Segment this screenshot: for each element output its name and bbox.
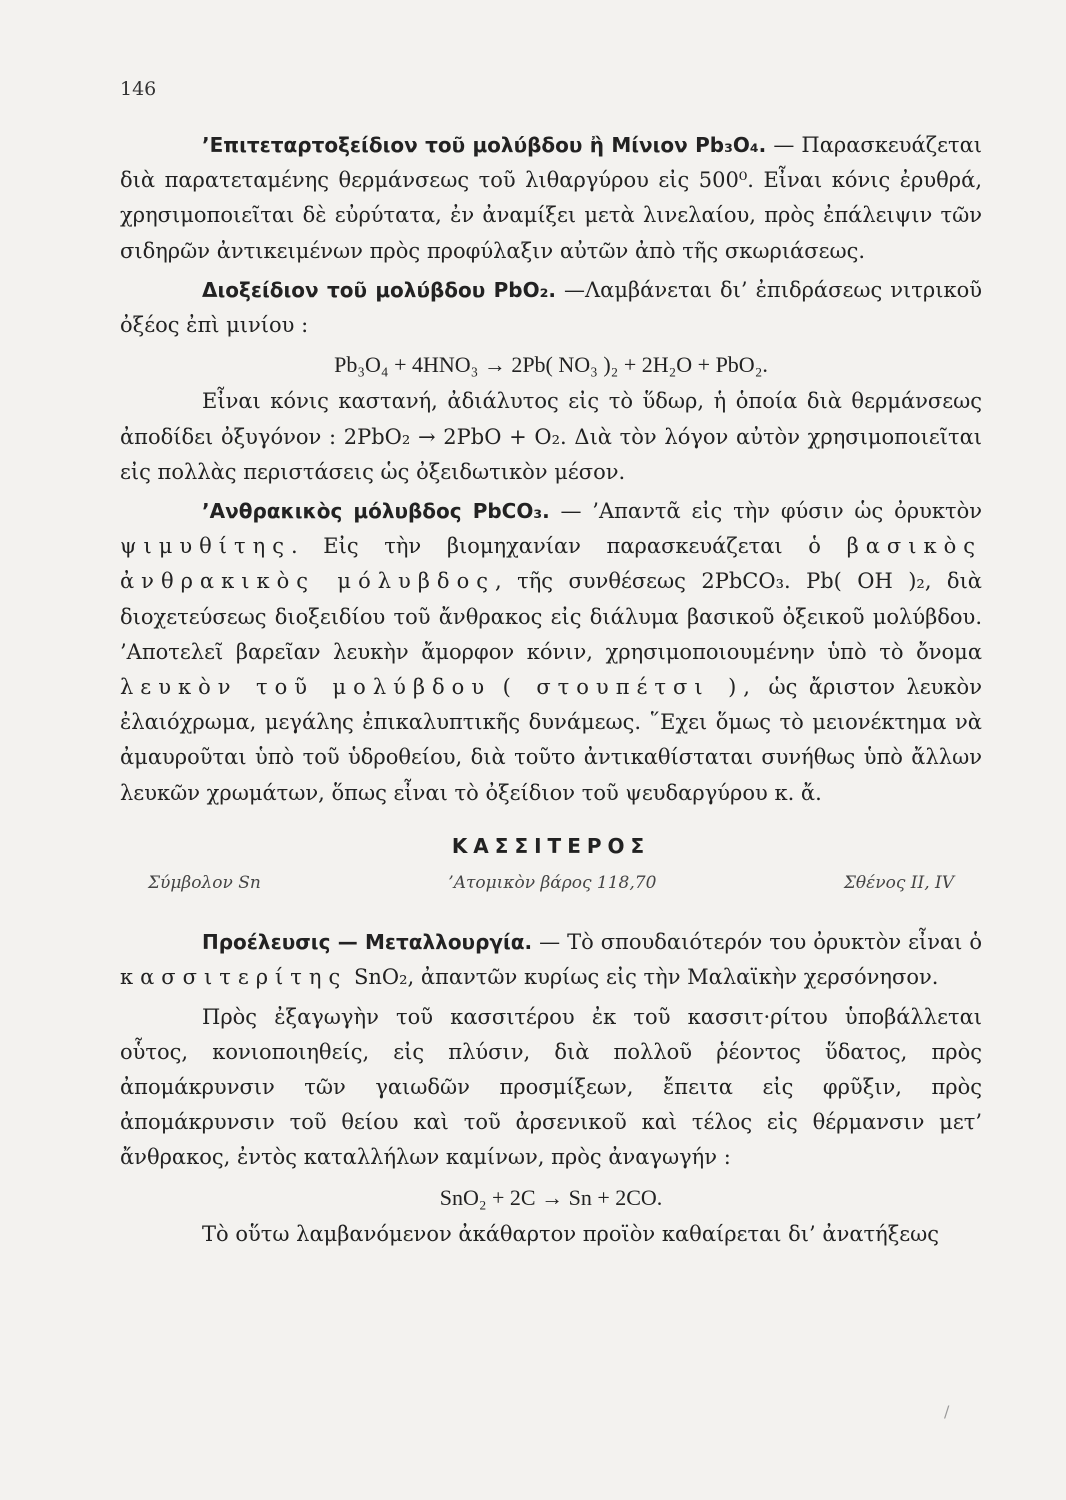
paragraph-origin xyxy=(120,925,982,995)
tin-symbol: Σύμβολον Sn xyxy=(148,873,261,894)
equation-tin-reduction: SnO₂ + 2C → Sn + 2CO. xyxy=(439,1184,663,1210)
basic-lead-carbonate-name: βασικὸς ἀνθρακικὸς μόλυβδος xyxy=(120,534,982,594)
dioxide-properties-text: Εἶναι κόνις καστανή, ἀδιάλυτος εἰς τὸ ὕδωρ, ἡ ὁποία διὰ θερμάνσεως ἀποδίδει ὀξυγόνον : 2PbO₂ → 2PbO + O₂. Διὰ τὸν λόγον αὐτὸν χρησιμοποιεῖται εἰς πολλὰς περιστάσεις ὡς ὀξειδωτικὸν μέσον. xyxy=(120,389,982,484)
tin-valence: Σθένος II, IV xyxy=(843,873,954,894)
paragraph-dioxide xyxy=(120,273,982,343)
page-number: 146 xyxy=(120,78,157,100)
paragraph-minium xyxy=(120,128,982,269)
stray-pen-mark: / xyxy=(944,1402,950,1421)
minium-text: — Παρασκευάζεται διὰ παρατεταμένης θερμάνσεως τοῦ λιθαργύρου εἰς 500⁰. Εἶναι κόνις ἐρυθρά, χρησιμοποιεῖται δὲ εὐρύτατα, ἐν ἀναμίξει μετὰ λινελαίου, πρὸς ἐπάλειψιν τῶν σιδηρῶν ἀντικειμένων πρὸς προφύλαξιν αὐτῶν ἀπὸ τῆς σκωριάσεως. xyxy=(120,133,982,263)
white-lead-name: λευκὸν τοῦ μολύβδου xyxy=(120,675,492,700)
carbonate-title: ’Ανθρακικὸς μόλυβδος PbCO₃. xyxy=(202,499,550,524)
carbonate-text-d: ὡς ἄριστον λευκὸν ἐλαιόχρωμα, μεγάλης ἐπικαλυπτικῆς δυνάμεως. ῞Εχει ὅμως τὸ μειονέκτημα νὰ ἀμαυροῦται ὑπὸ τοῦ ὑδροθείου, διὰ τοῦτο ἀντικαθίσταται συνήθως ὑπὸ ἄλλων λευκῶν χρωμάτων, ὅπως εἶναι τὸ ὀξείδιον τοῦ ψευδαργύρου κ. ἄ. xyxy=(120,675,982,805)
section-heading-tin: ΚΑΣΣΙΤΕΡΟΣ xyxy=(451,833,651,858)
paragraph-refining xyxy=(120,1217,982,1252)
origin-text-a: — Τὸ σπουδαιότερόν του ὀρυκτὸν εἶναι ὁ xyxy=(539,930,982,955)
carbonate-text-c: , τῆς συνθέσεως 2PbCO₃. Pb( OH )₂, διὰ διοχετεύσεως διοξειδίου τοῦ ἄνθρακος εἰς διάλυμα βασικοῦ ὀξεικοῦ μολύβδου. ’Αποτελεῖ βαρεῖαν λευκὴν ἄμορφον κόνιν, χρησιμοποιουμένην ὑπὸ τὸ ὄνομα xyxy=(120,569,982,664)
origin-title: Προέλευσις — Μεταλλουργία. xyxy=(202,930,533,955)
carbonate-text-b: . Εἰς τὴν βιομηχανίαν παρασκευάζεται ὁ xyxy=(290,534,821,559)
tin-atomic-weight: ’Ατομικὸν βάρος 118,70 xyxy=(448,873,657,894)
paragraph-extraction xyxy=(120,1000,982,1176)
refining-text: Τὸ οὕτω λαμβανόμενον ἀκάθαρτον προϊὸν καθαίρεται δι’ ἀνατήξεως xyxy=(202,1221,940,1246)
origin-text-b: SnO₂, ἀπαντῶν κυρίως εἰς τὴν Μαλαϊκὴν χερσόνησον. xyxy=(353,965,939,990)
carbonate-text-a: — ’Απαντᾶ εἰς τὴν φύσιν ὡς ὀρυκτὸν xyxy=(560,499,982,524)
paragraph-dioxide-properties xyxy=(120,384,982,490)
extraction-text: Πρὸς ἐξαγωγὴν τοῦ κασσιτέρου ἐκ τοῦ κασσιτ·ρίτου ὑποβάλλεται οὗτος, κονιοποιηθείς, εἰς πλύσιν, διὰ πολλοῦ ῥέοντος ὕδατος, πρὸς ἀπομάκρυνσιν τῶν γαιωδῶν προσμίξεων, ἔπειτα εἰς φρῦξιν, πρὸς ἀπομάκρυνσιν τοῦ θείου καὶ τοῦ ἀρσενικοῦ καὶ τέλος εἰς θέρμανσιν μετ’ ἄνθρακος, ἐντὸς καταλλήλων καμίνων, πρὸς ἀναγωγήν : xyxy=(120,1004,982,1170)
tin-element-info xyxy=(120,866,982,901)
paragraph-carbonate xyxy=(120,494,982,811)
dioxide-text: —Λαμβάνεται δι’ ἐπιδράσεως νιτρικοῦ ὀξέος ἐπὶ μινίου : xyxy=(120,277,982,338)
dioxide-title: Διοξείδιον τοῦ μολύβδου PbO₂. xyxy=(202,277,556,302)
stoupetsi-name: ( στουπέτσι ), xyxy=(502,675,757,700)
equation-minium-nitric: Pb₃O₄ + 4HNO₃ → 2Pb( NO₃ )₂ + 2H₂O + PbO₂. xyxy=(334,352,768,378)
minium-title: ’Επιτεταρτοξείδιον τοῦ μολύβδου ἢ Μίνιον Pb₃O₄. xyxy=(202,133,767,157)
page-body xyxy=(120,128,982,1256)
mineral-name-cassiterite: κασσιτερίτης xyxy=(120,965,348,990)
mineral-name-cerussite: ψιμυθίτης xyxy=(120,534,291,559)
